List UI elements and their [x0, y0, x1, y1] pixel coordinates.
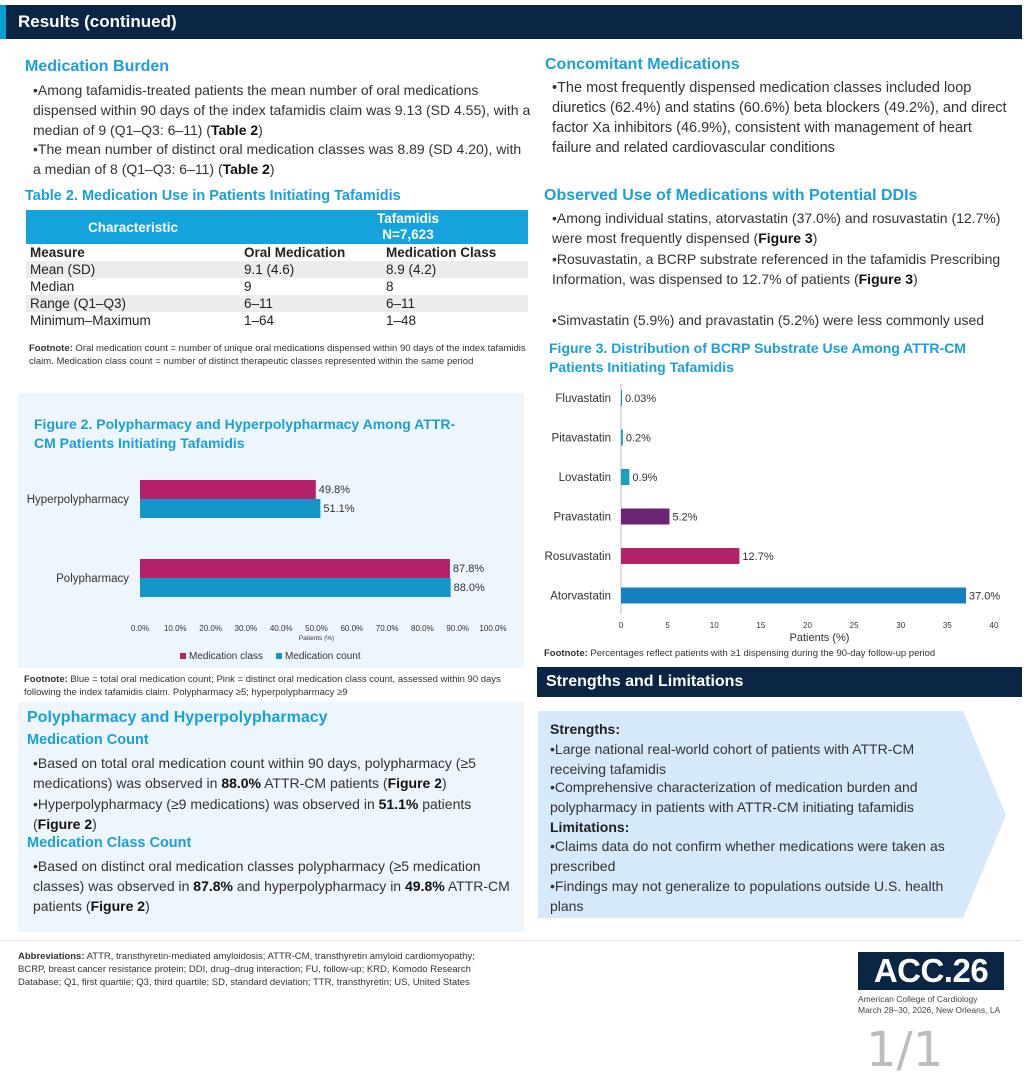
x-tick-label: 40 [989, 621, 999, 630]
bar [621, 430, 623, 446]
x-tick-label: 15 [756, 621, 766, 630]
cell-oral: 9.1 (4.6) [244, 262, 295, 277]
acc-logo-line1: American College of Cardiology [858, 994, 978, 1004]
legend-swatch [180, 653, 186, 659]
x-tick-label: 40.0% [269, 624, 293, 633]
limitations-label: Limitations: [550, 819, 630, 835]
bar [621, 548, 739, 564]
medication-count-title: Medication Count [27, 732, 149, 748]
cell-measure: Median [30, 279, 75, 294]
data-label: 5.2% [672, 511, 698, 524]
cell-class: 1–48 [386, 313, 417, 328]
data-label: 88.0% [453, 582, 485, 594]
strength-bullet-1: •Large national real-world cohort of patients with ATTR-CM receiving tafamidis [550, 741, 915, 777]
col-class: Medication Class [386, 245, 497, 260]
data-label: 0.2% [625, 432, 651, 445]
table2-header-n: N=7,623 [382, 227, 434, 242]
cell-measure: Range (Q1–Q3) [30, 296, 127, 311]
x-tick-label: 35 [942, 621, 952, 630]
cell-measure: Minimum–Maximum [30, 313, 151, 328]
x-tick-label: 30 [896, 621, 906, 630]
table2-title: Table 2. Medication Use in Patients Initiating Tafamidis [25, 188, 401, 204]
bar [621, 509, 669, 525]
ddi-bullet-3: •Simvastatin (5.9%) and pravastatin (5.2%) were less commonly used [552, 312, 985, 328]
data-label: 0.03% [625, 393, 657, 405]
header-accent [0, 5, 6, 39]
bar [140, 480, 316, 499]
table-row [26, 295, 528, 312]
ddi-bullet-1: •Among individual statins, atorvastatin (37.0%) and rosuvastatin (12.7%) were most frequently dispensed (Figure 3) [552, 210, 1001, 246]
table2-header-group: Tafamidis [376, 211, 439, 226]
medication-burden-title: Medication Burden [25, 58, 170, 75]
x-tick-label: 30.0% [234, 624, 258, 633]
cell-oral: 1–64 [244, 313, 275, 328]
limitation-bullet-1: •Claims data do not confirm whether medications were taken as prescribed [550, 838, 945, 874]
footer-divider [0, 940, 1022, 941]
acc-logo-text: ACC.26 [873, 952, 989, 989]
col-oral: Oral Medication [244, 245, 346, 260]
category-label: Lovastatin [558, 472, 611, 484]
category-label: Atorvastatin [550, 590, 611, 603]
data-label: 87.8% [452, 563, 485, 575]
x-tick-label: 60.0% [340, 624, 364, 633]
data-label: 0.9% [632, 472, 658, 484]
x-tick-label: 100.0% [479, 624, 507, 633]
figure3-footnote: Footnote: Percentages reflect patients with ≥1 dispensing during the 90-day follow-up period [544, 648, 936, 659]
figure2-chart [18, 462, 524, 667]
data-label: 51.1% [323, 503, 355, 515]
table-row [26, 278, 528, 295]
figure3-title: Figure 3. Distribution of BCRP Substrate Use Among ATTR-CM Patients Initiating Tafamidis [549, 340, 966, 375]
data-label: 49.8% [318, 484, 350, 496]
bar [140, 499, 320, 518]
category-label: Rosuvastatin [544, 551, 611, 563]
acc-logo-caption [858, 994, 1000, 1016]
cell-class: 6–11 [386, 296, 416, 311]
cell-class: 8.9 (4.2) [386, 262, 437, 277]
bar [621, 588, 966, 604]
acc-logo [858, 952, 1004, 990]
x-tick-label: 10.0% [163, 624, 187, 633]
x-tick-label: 10 [709, 621, 719, 630]
abbreviations: Abbreviations: ATTR, transthyretin-mediated amyloidosis; ATTR-CM, transthyretin amyloid cardiomyopathy; BCRP, breast cancer resistance protein; DDI, drug–drug interaction; FU, follow-up; KRD, Komodo Research Database; Q1, first quartile; Q3, third quartile; SD, standard deviation; TTR, transthyretin; US, United States [18, 951, 475, 988]
figure2-footnote: Footnote: Blue = total oral medication count; Pink = distinct oral medication class count, assessed within 90 days following the index tafamidis claim. Polypharmacy ≥5; hyperpolypharmacy ≥9 [24, 674, 501, 698]
legend-swatch [276, 653, 282, 659]
x-tick-label: 0.0% [130, 624, 150, 633]
count-bullet-1: •Based on total oral medication count within 90 days, polypharmacy (≥5 medications) was observed in 88.0% ATTR-CM patients (Figure 2) [33, 755, 476, 791]
strengths-label: Strengths: [550, 721, 620, 737]
x-tick-label: 20 [803, 621, 812, 630]
polypharmacy-title: Polypharmacy and Hyperpolypharmacy [27, 709, 328, 726]
ddi-title: Observed Use of Medications with Potential DDIs [544, 187, 918, 204]
category-label: Hyperpolypharmacy [26, 494, 129, 506]
x-tick-label: 80.0% [411, 624, 434, 633]
table2-body [26, 244, 528, 329]
x-tick-label: 50.0% [305, 624, 328, 633]
data-label: 37.0% [969, 590, 1001, 603]
col-measure: Measure [30, 245, 85, 260]
x-tick-label: 90.0% [446, 624, 470, 633]
table-row [26, 261, 528, 278]
category-label: Polypharmacy [56, 573, 129, 585]
cell-oral: 6–11 [244, 296, 274, 311]
category-label: Pitavastatin [551, 432, 611, 445]
medication-class-count-title: Medication Class Count [27, 835, 192, 851]
x-tick-label: 5 [665, 621, 670, 630]
x-tick-label: 0 [618, 621, 624, 630]
x-tick-label: 20.0% [199, 624, 222, 633]
data-label: 12.7% [742, 551, 774, 563]
acc-logo-line2: March 28–30, 2026, New Orleans, LA [858, 1005, 1001, 1015]
class-bullet-1: •Based on distinct oral medication classes polypharmacy (≥5 medication classes) was observed in 87.8% and hyperpolypharmacy in 49.8% ATTR-CM patients (Figure 2) [33, 858, 510, 914]
table2-footnote: Footnote: Oral medication count = number of unique oral medications dispensed within 90 days of the index tafamidis claim. Medication class count = number of distinct therapeutic classes represented within the same period [29, 343, 526, 367]
burden-bullet-2: •The mean number of distinct oral medication classes was 8.89 (SD 4.20), with a median of 8 (Q1–Q3: 6–11) (Table 2) [33, 141, 522, 177]
figure3-chart [530, 382, 1025, 644]
bar [621, 390, 622, 406]
cell-measure: Mean (SD) [30, 262, 96, 277]
count-bullet-2: •Hyperpolypharmacy (≥9 medications) was observed in 51.1% patients (Figure 2) [33, 796, 472, 832]
figure2-title: Figure 2. Polypharmacy and Hyperpolypharmacy Among ATTR-CM Patients Initiating Tafamidis [34, 416, 456, 451]
section-header-title: Results (continued) [18, 12, 177, 31]
burden-bullet-1: •Among tafamidis-treated patients the mean number of oral medications dispensed within 90 days of the index tafamidis claim was 9.13 (SD 4.55), with a median of 9 (Q1–Q3: 6–11) (Table 2) [33, 82, 531, 138]
page-indicator: 1/1 [866, 1022, 944, 1078]
cell-class: 8 [386, 279, 394, 294]
section-header [0, 5, 1022, 39]
bar [140, 559, 450, 578]
strength-bullet-2: •Comprehensive characterization of medication burden and polypharmacy in patients with ATTR-CM initiating tafamidis [550, 779, 918, 815]
category-label: Pravastatin [553, 511, 611, 524]
table2 [26, 210, 528, 329]
legend-entry: Medication class [189, 651, 263, 662]
bar [140, 578, 451, 597]
table-row [26, 312, 528, 329]
strengths-header [537, 667, 1022, 697]
x-axis-label: Patients (%) [298, 635, 335, 642]
table2-header [26, 210, 528, 244]
x-tick-label: 25 [849, 621, 859, 630]
table2-header-characteristic: Characteristic [88, 220, 179, 235]
ddi-bullet-2: •Rosuvastatin, a BCRP substrate referenced in the tafamidis Prescribing Information, was dispensed to 12.7% of patients (Figure 3) [552, 251, 1001, 287]
limitation-bullet-2: •Findings may not generalize to populations outside U.S. health plans [550, 878, 944, 914]
cell-oral: 9 [244, 279, 252, 294]
legend-entry: Medication count [285, 651, 361, 662]
category-label: Fluvastatin [555, 393, 611, 405]
x-tick-label: 70.0% [375, 624, 399, 633]
bar [621, 469, 629, 485]
concomitant-title: Concomitant Medications [545, 56, 740, 73]
strengths-header-title: Strengths and Limitations [546, 673, 744, 690]
table-row [26, 244, 528, 261]
concomitant-bullet-1: •The most frequently dispensed medication classes included loop diuretics (62.4%) and statins (60.6%) beta blockers (49.2%), and direct factor Xa inhibitors (46.9%), consistent with management of heart failure and related cardiovascular conditions [552, 80, 1007, 156]
x-axis-label: Patients (%) [789, 632, 850, 644]
